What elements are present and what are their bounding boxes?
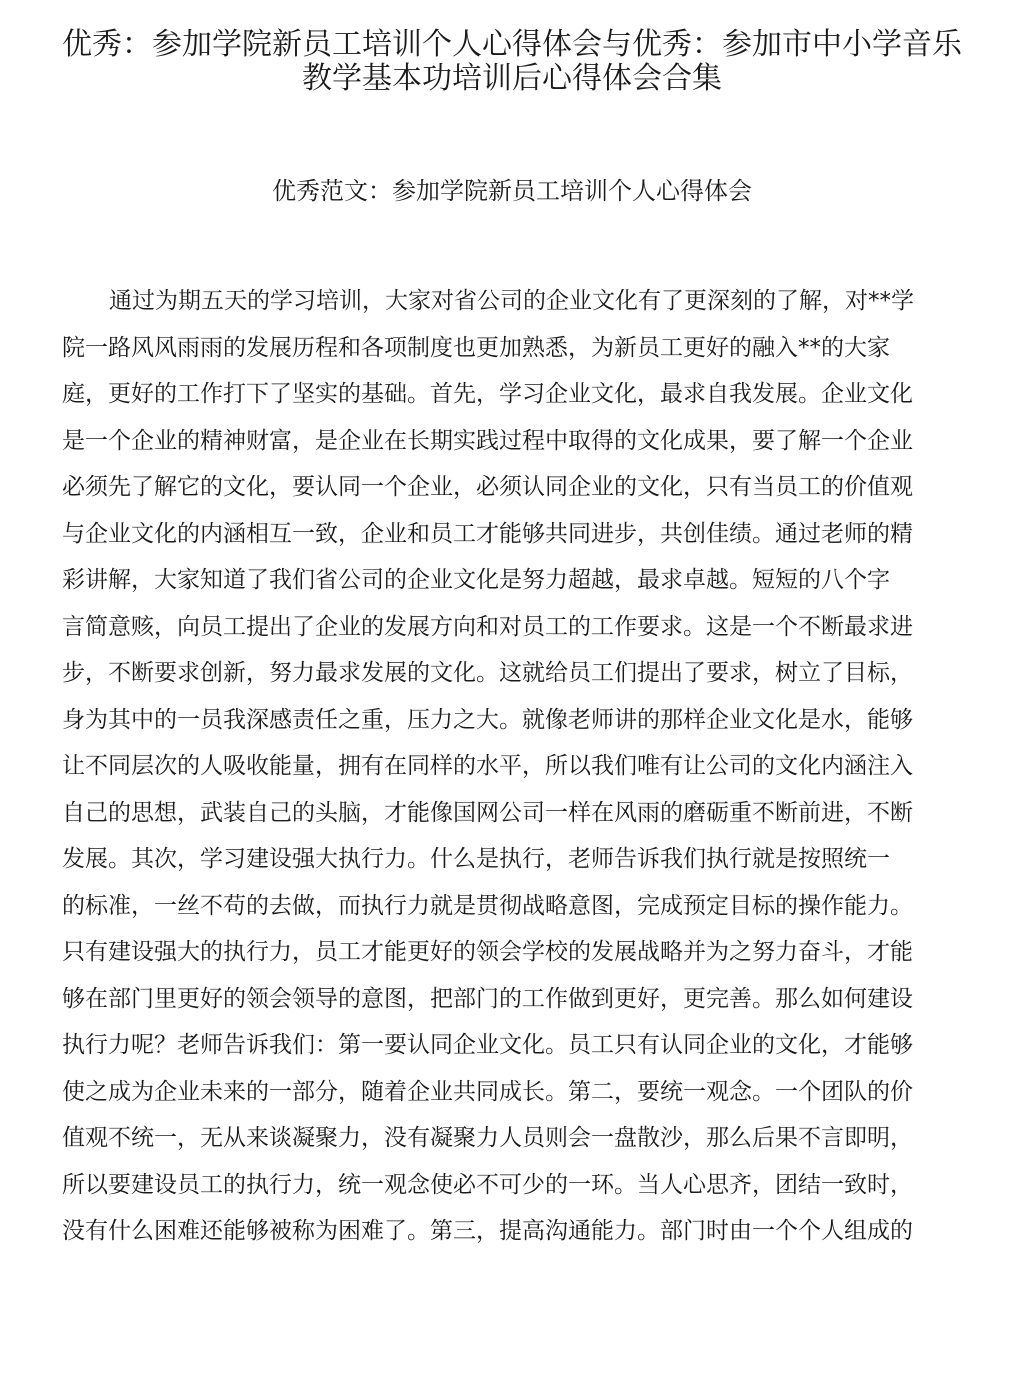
document-title-line-1: 优秀：参加学院新员工培训个人心得体会与优秀：参加市中小学音乐 (62, 27, 962, 62)
paragraph-line: 是一个企业的精神财富，是企业在长期实践过程中取得的文化成果，要了解一个企业 (62, 427, 913, 454)
paragraph-line: 够在部门里更好的领会领导的意图，把部门的工作做到更好，更完善。那么如何建设 (62, 985, 913, 1012)
paragraph-line: 必须先了解它的文化，要认同一个企业，必须认同企业的文化，只有当员工的价值观 (62, 474, 913, 500)
document-title (40, 28, 984, 96)
paragraph-line: 执行力呢？老师告诉我们：第一要认同企业文化。员工只有认同企业的文化，才能够 (62, 1032, 913, 1058)
document-title-line-2: 教学基本功培训后心得体会合集 (302, 61, 722, 96)
paragraph-line: 使之成为企业未来的一部分，随着企业共同成长。第二，要统一观念。一个团队的价 (62, 1078, 913, 1105)
paragraph-line: 没有什么困难还能够被称为困难了。第三，提高沟通能力。部门时由一个个人组成的 (62, 1218, 913, 1244)
section-title: 优秀范文：参加学院新员工培训个人心得体会 (272, 177, 752, 205)
paragraph-line: 让不同层次的人吸收能量，拥有在同样的水平，所以我们唯有让公司的文化内涵注入 (62, 753, 913, 779)
paragraph-line: 值观不统一，无从来谈凝聚力，没有凝聚力人员则会一盘散沙，那么后果不言即明， (62, 1125, 913, 1151)
paragraph-line: 自己的思想，武装自己的头脑，才能像国网公司一样在风雨的磨砺重不断前进，不断 (62, 799, 913, 826)
paragraph-line: 的标准，一丝不苟的去做，而执行力就是贯彻战略意图，完成预定目标的操作能力。 (62, 892, 913, 919)
paragraph-line: 与企业文化的内涵相互一致，企业和员工才能够共同进步，共创佳绩。通过老师的精 (62, 520, 913, 547)
paragraph-line: 所以要建设员工的执行力，统一观念使必不可少的一环。当人心思齐，团结一致时， (62, 1171, 913, 1198)
paragraph-line: 步，不断要求创新，努力最求发展的文化。这就给员工们提出了要求，树立了目标， (62, 660, 913, 686)
body-paragraph (62, 278, 932, 1255)
paragraph-line: 只有建设强大的执行力，员工才能更好的领会学校的发展战略并为之努力奋斗，才能 (62, 939, 913, 965)
paragraph-line: 发展。其次，学习建设强大执行力。什么是执行，老师告诉我们执行就是按照统一 (62, 846, 890, 872)
paragraph-line: 通过为期五天的学习培训，大家对省公司的企业文化有了更深刻的了解，对**学 (109, 288, 914, 314)
paragraph-line: 庭，更好的工作打下了坚实的基础。首先，学习企业文化，最求自我发展。企业文化 (62, 381, 913, 407)
paragraph-line: 彩讲解，大家知道了我们省公司的企业文化是努力超越，最求卓越。短短的八个字 (62, 567, 890, 593)
paragraph-line: 身为其中的一员我深感责任之重，压力之大。就像老师讲的那样企业文化是水，能够 (62, 706, 913, 733)
paragraph-line: 言简意赅，向员工提出了企业的发展方向和对员工的工作要求。这是一个不断最求进 (62, 613, 913, 640)
paragraph-line: 院一路风风雨雨的发展历程和各项制度也更加熟悉，为新员工更好的融入**的大家 (62, 334, 890, 361)
